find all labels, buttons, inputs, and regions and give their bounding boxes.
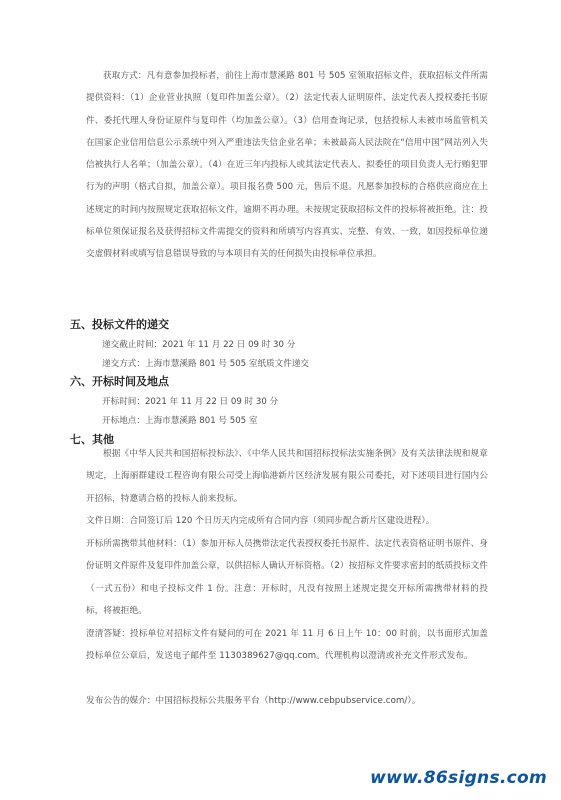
submission-deadline: 递交截止时间：2021 年 11 月 22 日 09 时 30 分 <box>102 340 296 350</box>
opening-place: 开标地点：上海市慧溪路 801 号 505 室 <box>102 416 258 426</box>
other-materials-paragraph: 开标所需携带其他材料：（1）参加开标人员携带法定代表授权委托书原件、法定代表资格证明书原件、身份证明文件原件及复印件加盖公章，以供招标人确认开标资格。（2）按招标文件要求密封的纸质投标文件（一式五份）和电子投标文件 1 份。注意：开标时，凡没有按照上述规定提交开标所需携带材料的投标，将被拒绝。 <box>86 539 488 616</box>
other-duration-paragraph: 文件日期：合同签订后 120 个日历天内完成所有合同内容（须同步配合新片区建设进程）。 <box>86 516 435 526</box>
section-7-heading: 七、其他 <box>70 433 114 446</box>
section-6-heading: 六、开标时间及地点 <box>70 375 169 388</box>
other-clarify-paragraph: 澄清答疑：投标单位对招标文件有疑问的可在 2021 年 11 月 6 日上午 10：00 时前，以书面形式加盖投标单位公章后，发送电子邮件至 1130389627@qq.com。代理机构以澄清或补充文件形式发布。 <box>86 629 488 662</box>
section-5-heading: 五、投标文件的递交 <box>70 318 169 331</box>
submission-method: 递交方式：上海市慧溪路 801 号 505 室纸质文件递交 <box>102 359 310 369</box>
acquisition-text: 获取方式：凡有意参加投标者，前往上海市慧溪路 801 号 505 室领取招标文件，获取招标文件所需提供资料：（1）企业营业执照（复印件加盖公章）。（2）法定代表人证明原件、法定代表人授权委托书原件、委托代理人身份证原件与复印件（均加盖公章）。（3）信用查询记录，包括投标人未被市场监管机关在国家企业信用信息公示系统中列入严重违法失信企业名单；未被最高人民法院在“信用中国”网站列入失信被执行人名单；（加盖公章）。（4）在近三年内投标人或其法定代表人、拟委任的项目负责人无行贿犯罪行为的声明（格式自拟，加盖公章）。项目报名费 500 元，售后不退。凡愿参加投标的合格供应商应在上述规定的时间内按照规定获取招标文件，逾期不再办理。未按规定获取招标文件的投标将被拒绝。注：投标单位须保证报名及获得招标文件需提交的资料和所填写内容真实、完整、有效、一致，如因投标单位递交虚假材料或填写信息错误导致的与本项目有关的任何损失由投标单位承担。 <box>86 71 488 260</box>
opening-time: 开标时间：2021 年 11 月 22 日 09 时 30 分 <box>102 397 279 407</box>
watermark-text: www.86signs.com <box>370 768 547 788</box>
acquisition-paragraph <box>86 65 488 266</box>
other-basis-paragraph <box>86 443 488 510</box>
other-publish-paragraph: 发布公告的媒介：中国招标投标公共服务平台（http://www.cebpubservice.com/）。 <box>86 696 421 706</box>
other-basis-text: 根据《中华人民共和国招标投标法》、《中华人民共和国招标投标法实施条例》及有关法律法规和规章规定，上海丽群建设工程咨询有限公司受上海临港新片区经济发展有限公司委托，对下述项目进行国内公开招标，特邀请合格的投标人前来投标。 <box>86 449 488 504</box>
